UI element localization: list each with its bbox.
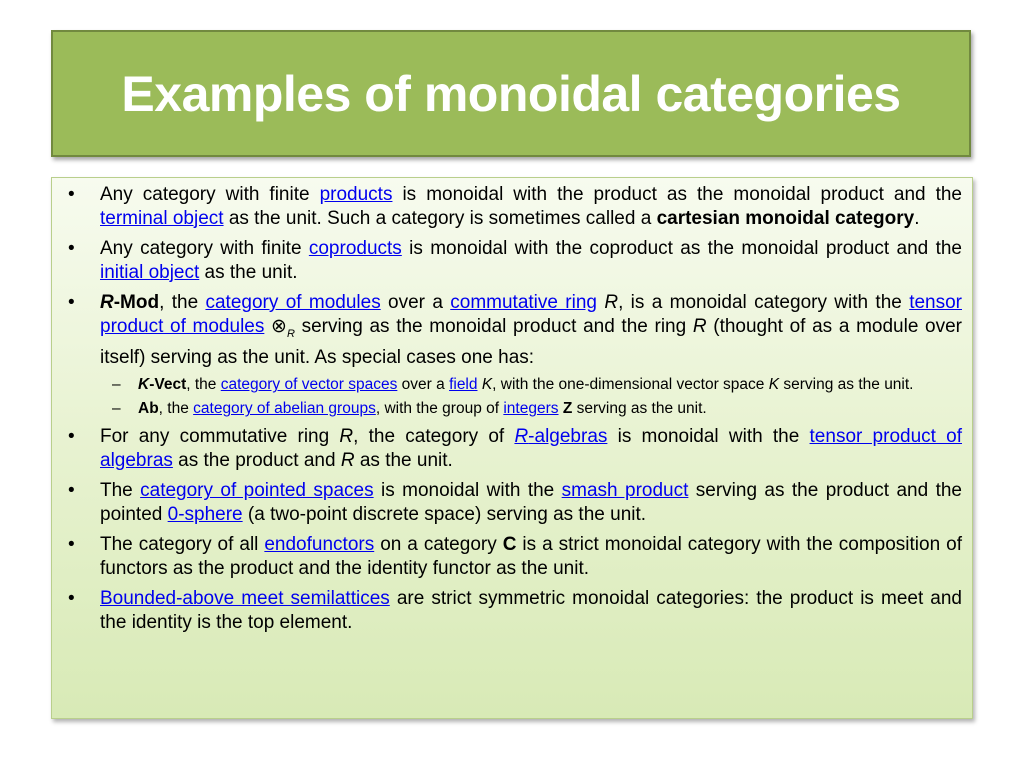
text: , is a monoidal category with the bbox=[618, 292, 910, 313]
italic-r: R bbox=[339, 426, 354, 448]
bold-z: Z bbox=[562, 400, 573, 418]
italic-k: K bbox=[481, 376, 493, 394]
italic-r: R bbox=[514, 426, 529, 448]
text: is monoidal with the bbox=[373, 480, 562, 502]
bullet-pointed-spaces bbox=[62, 479, 962, 526]
link-category-of-vector-spaces[interactable]: category of vector spaces bbox=[220, 376, 398, 394]
text: serving as the product and the pointed bbox=[100, 480, 962, 525]
text: , the bbox=[159, 292, 206, 313]
text: serving as the monoidal product and the ring bbox=[294, 315, 693, 337]
link-integers[interactable]: integers bbox=[503, 400, 559, 418]
bold-term bbox=[138, 376, 186, 393]
text: The bbox=[100, 480, 141, 502]
link-tensor-product-of-algebras[interactable]: tensor product of algebras bbox=[100, 426, 962, 471]
subscript-r: R bbox=[286, 327, 295, 340]
italic-k: K bbox=[768, 376, 780, 394]
bullet-coproducts bbox=[62, 237, 962, 284]
text: , with the group of bbox=[375, 400, 504, 418]
text: is monoidal with the bbox=[607, 426, 810, 448]
text: For any commutative ring bbox=[100, 426, 340, 448]
italic-r: R bbox=[100, 292, 114, 313]
text: as the unit. Such a category is sometimes called a bbox=[223, 207, 657, 229]
italic-r: R bbox=[604, 292, 619, 313]
link-field[interactable]: field bbox=[449, 376, 478, 394]
italic-k: K bbox=[138, 376, 150, 394]
link-products[interactable]: products bbox=[319, 184, 393, 205]
text: serving as the unit. bbox=[779, 376, 914, 394]
link-smash-product[interactable]: smash product bbox=[561, 480, 689, 502]
text: as the product and bbox=[172, 449, 341, 471]
sub-bullet-ab bbox=[100, 399, 962, 418]
bold-c: C bbox=[502, 534, 517, 556]
link-endofunctors[interactable]: endofunctors bbox=[264, 534, 375, 556]
text: on a category bbox=[374, 534, 503, 556]
bullet-cartesian bbox=[62, 183, 962, 230]
text: is monoidal with the coproduct as the monoidal product and the bbox=[401, 238, 962, 259]
italic-r: R bbox=[340, 449, 355, 471]
bullet-list bbox=[62, 183, 962, 634]
text: over a bbox=[380, 292, 451, 313]
text: serving as the unit. bbox=[572, 400, 707, 418]
text: Any category with finite bbox=[100, 184, 320, 205]
link-tensor-product-of-modules[interactable]: tensor product of modules bbox=[100, 292, 962, 337]
link-text: -algebras bbox=[528, 426, 608, 448]
text: -Mod bbox=[113, 292, 160, 313]
sub-list bbox=[100, 375, 962, 418]
text: over a bbox=[397, 376, 450, 394]
text: as the unit. bbox=[199, 261, 298, 283]
link-category-of-modules[interactable]: category of modules bbox=[205, 292, 381, 313]
text: The category of all bbox=[100, 534, 265, 556]
bullet-semilattices bbox=[62, 587, 962, 634]
link-category-of-pointed-spaces[interactable]: category of pointed spaces bbox=[140, 480, 374, 502]
bold-term: Ab bbox=[138, 400, 159, 418]
link-r-algebras[interactable] bbox=[514, 426, 607, 447]
text: is a strict monoidal category with the composition of functors as the product and the identity functor as the unit. bbox=[100, 534, 962, 579]
text: , the bbox=[186, 376, 221, 394]
link-0-sphere[interactable]: 0-sphere bbox=[167, 503, 243, 525]
bold-term bbox=[100, 292, 159, 313]
sub-bullet-k-vect bbox=[100, 375, 962, 394]
text: are strict symmetric monoidal categories: the product is meet and the identity is the top element. bbox=[100, 588, 962, 633]
link-bounded-above-meet-semilattices[interactable]: Bounded-above meet semilattices bbox=[100, 588, 390, 610]
text: , the bbox=[158, 400, 194, 418]
bold-term: cartesian monoidal category bbox=[656, 207, 915, 229]
text: (a two-point discrete space) serving as the unit. bbox=[242, 503, 647, 525]
bullet-endofunctors bbox=[62, 533, 962, 580]
text: Any category with finite bbox=[100, 238, 309, 259]
slide-title: Examples of monoidal categories bbox=[121, 65, 901, 122]
text: , with the one-dimensional vector space bbox=[492, 376, 769, 394]
link-terminal-object[interactable]: terminal object bbox=[100, 207, 224, 229]
title-banner bbox=[51, 30, 971, 157]
text: is monoidal with the product as the monoidal product and the bbox=[392, 184, 962, 205]
content-panel bbox=[51, 177, 973, 719]
text: (thought of as a module over itself) serving as the unit. As special cases one has: bbox=[100, 315, 963, 368]
text: -Vect bbox=[149, 376, 187, 394]
link-commutative-ring[interactable]: commutative ring bbox=[450, 292, 597, 313]
link-category-of-abelian-groups[interactable]: category of abelian groups bbox=[193, 400, 376, 418]
text: , the category of bbox=[353, 426, 515, 448]
bullet-r-algebras bbox=[62, 425, 962, 472]
bullet-r-mod bbox=[62, 291, 962, 418]
text: . bbox=[914, 207, 920, 229]
link-initial-object[interactable]: initial object bbox=[100, 261, 200, 283]
text: as the unit. bbox=[354, 449, 453, 471]
otimes-symbol: ⊗ bbox=[271, 315, 287, 337]
italic-r: R bbox=[692, 315, 707, 337]
link-coproducts[interactable]: coproducts bbox=[308, 238, 402, 259]
